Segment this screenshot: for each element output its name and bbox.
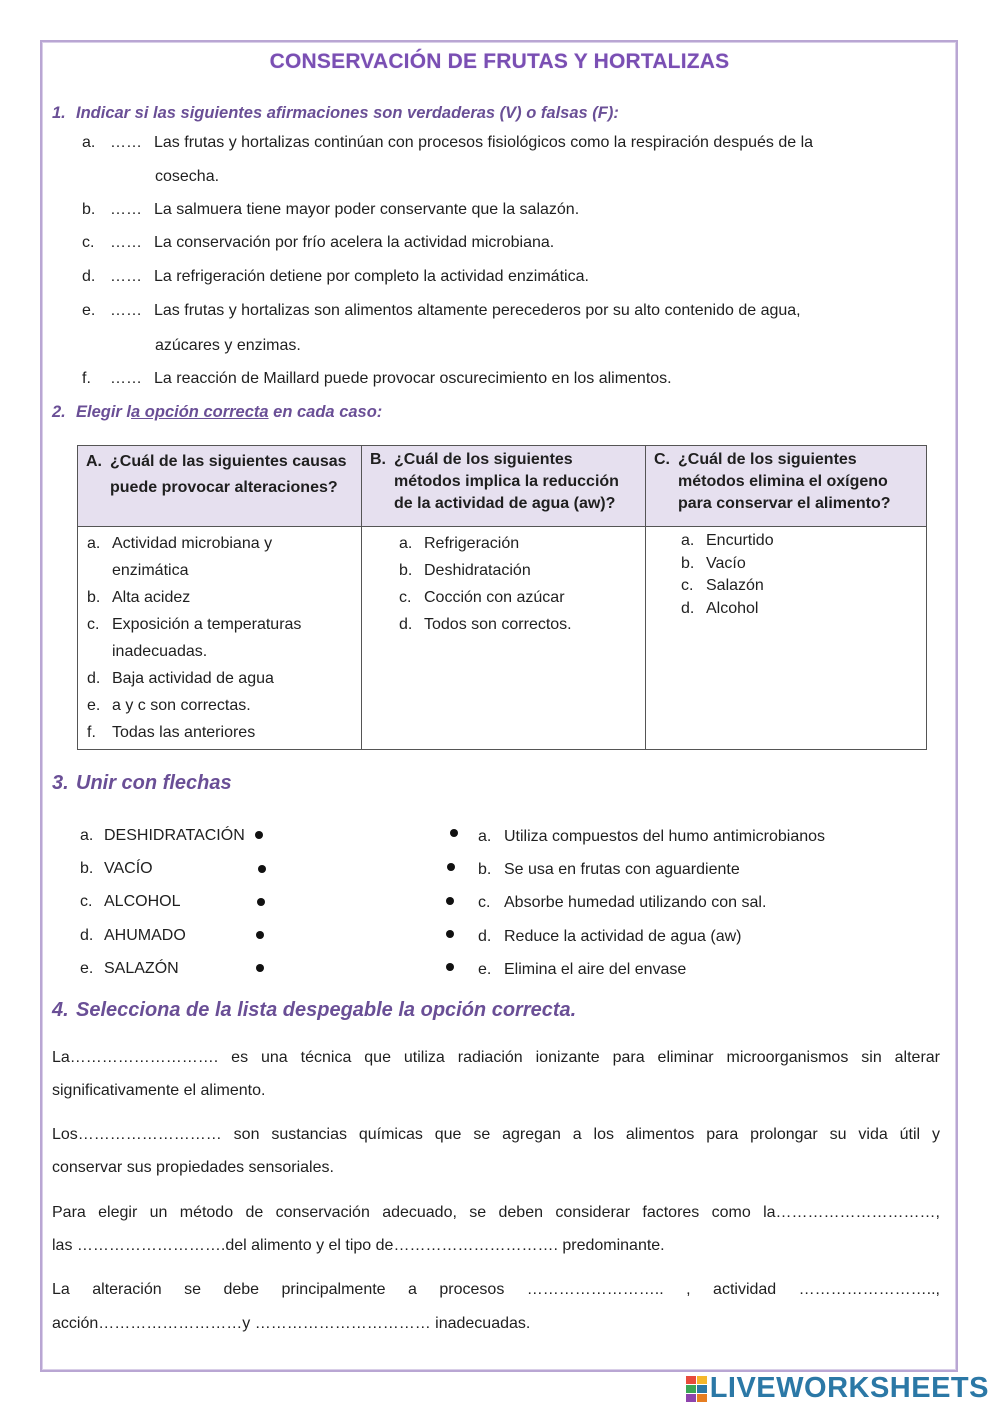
option-item[interactable]: c. Salazón bbox=[681, 577, 764, 594]
match-left-item: d. AHUMADO bbox=[80, 927, 186, 944]
match-left-item: b. VACÍO bbox=[80, 860, 153, 877]
column-a-options bbox=[78, 527, 362, 750]
answer-blank[interactable]: …… bbox=[110, 234, 142, 251]
statement-d: d. …… La refrigeración detiene por completo la actividad enzimática. bbox=[82, 260, 589, 294]
match-left-dot[interactable] bbox=[256, 931, 264, 939]
statement-e-cont: azúcares y enzimas. bbox=[155, 337, 301, 354]
logo-text: LIVEWORKSHEETS bbox=[709, 1372, 989, 1404]
option-item[interactable]: b. Alta acidez bbox=[87, 589, 191, 606]
match-left-dot[interactable] bbox=[257, 898, 265, 906]
question-1-heading bbox=[52, 104, 619, 123]
option-item[interactable]: f. Todas las anteriores bbox=[87, 724, 256, 741]
question-text: Indicar si las siguientes afirmaciones son verdaderas (V) o falsas (F): bbox=[76, 104, 619, 122]
column-b-header: B. ¿Cuál de los siguientes métodos implica la reducción de la actividad de agua (aw)? bbox=[362, 446, 646, 527]
match-left-dot[interactable] bbox=[255, 831, 263, 839]
fill-paragraph-line[interactable]: La………………………. es una técnica que utiliza radiación ionizante para eliminar microorganismos sin alterar bbox=[52, 1049, 940, 1066]
match-left-dot[interactable] bbox=[256, 964, 264, 972]
option-item[interactable]: d. Baja actividad de agua bbox=[87, 670, 274, 687]
fill-paragraph-line: conservar sus propiedades sensoriales. bbox=[52, 1159, 334, 1176]
match-left-dot[interactable] bbox=[258, 865, 266, 873]
option-item[interactable]: a. Refrigeración bbox=[399, 535, 520, 552]
match-right-dot[interactable] bbox=[446, 930, 454, 938]
fill-paragraph-line[interactable]: acción………………………y …………………………… inadecuadas. bbox=[52, 1315, 531, 1332]
options-table bbox=[77, 445, 927, 750]
answer-blank[interactable]: …… bbox=[110, 201, 142, 218]
option-item[interactable]: b. Deshidratación bbox=[399, 562, 531, 579]
match-right-dot[interactable] bbox=[450, 829, 458, 837]
option-item[interactable]: d. Alcohol bbox=[681, 599, 759, 617]
answer-blank[interactable]: …… bbox=[110, 268, 142, 285]
page-title: CONSERVACIÓN DE FRUTAS Y HORTALIZAS bbox=[269, 50, 730, 73]
match-right-dot[interactable] bbox=[447, 863, 455, 871]
statement-a-cont: cosecha. bbox=[155, 168, 220, 185]
option-item[interactable]: d. Todos son correctos. bbox=[399, 616, 572, 633]
option-item[interactable]: a. Encurtido bbox=[681, 532, 774, 549]
match-right-dot[interactable] bbox=[446, 897, 454, 905]
match-right-dot[interactable] bbox=[446, 963, 454, 971]
fill-paragraph-line: significativamente el alimento. bbox=[52, 1082, 266, 1099]
option-item[interactable]: c. Exposición a temperaturas inadecuadas. bbox=[87, 616, 302, 660]
fill-paragraph-line[interactable]: las ……………………….del alimento y el tipo de…………………………. predominante. bbox=[52, 1237, 665, 1254]
statement-a: a. …… Las frutas y hortalizas continúan con procesos fisiológicos como la respiración después de la bbox=[82, 126, 813, 160]
match-left-item: c. ALCOHOL bbox=[80, 893, 181, 910]
statement-b: b. …… La salmuera tiene mayor poder conservante que la salazón. bbox=[82, 193, 579, 227]
option-item[interactable]: a. Actividad microbiana y enzimática bbox=[87, 535, 273, 579]
column-c-options bbox=[646, 527, 927, 750]
match-right-item: b. Se usa en frutas con aguardiente bbox=[478, 861, 740, 878]
question-4-heading: 4. Selecciona de la lista despegable la opción correcta. bbox=[52, 999, 577, 1021]
fill-paragraph-line[interactable]: Los……………………… son sustancias químicas que se agregan a los alimentos para prolongar su vida útil y bbox=[52, 1126, 940, 1143]
option-item[interactable]: b. Vacío bbox=[681, 554, 746, 572]
match-left-item: a. DESHIDRATACIÓN bbox=[80, 827, 245, 844]
logo-blocks-icon bbox=[686, 1376, 708, 1402]
answer-blank[interactable]: …… bbox=[110, 370, 142, 387]
fill-paragraph-line[interactable]: Para elegir un método de conservación adecuado, se deben considerar factores como la…………………………, bbox=[52, 1204, 940, 1221]
match-left-item: e. SALAZÓN bbox=[80, 960, 179, 977]
fill-paragraph-line[interactable]: La alteración se debe principalmente a procesos …………………….. , actividad …………………….., bbox=[52, 1281, 940, 1298]
question-2-heading: 2. Elegir la opción correcta en cada caso: bbox=[52, 403, 383, 421]
column-c-header: C. ¿Cuál de los siguientes métodos elimina el oxígeno para conservar el alimento? bbox=[646, 446, 927, 527]
answer-blank[interactable]: …… bbox=[110, 134, 142, 151]
statement-c: c. …… La conservación por frío acelera la actividad microbiana. bbox=[82, 226, 554, 260]
statement-e: e. …… Las frutas y hortalizas son alimentos altamente perecederos por su alto contenido de agua, bbox=[82, 294, 801, 328]
option-item[interactable]: c. Cocción con azúcar bbox=[399, 589, 565, 606]
answer-blank[interactable]: …… bbox=[110, 302, 142, 319]
liveworksheets-logo bbox=[686, 1372, 989, 1405]
match-right-item: c. Absorbe humedad utilizando con sal. bbox=[478, 894, 767, 911]
match-right-item: e. Elimina el aire del envase bbox=[478, 961, 687, 978]
question-number: 1. bbox=[52, 104, 66, 122]
column-b-options bbox=[362, 527, 646, 750]
match-right-item: a. Utiliza compuestos del humo antimicrobianos bbox=[478, 828, 826, 845]
match-right-item: d. Reduce la actividad de agua (aw) bbox=[478, 928, 742, 945]
question-3-heading: 3. Unir con flechas bbox=[52, 772, 232, 794]
option-item[interactable]: e. a y c son correctas. bbox=[87, 697, 251, 714]
statement-f: f. …… La reacción de Maillard puede provocar oscurecimiento en los alimentos. bbox=[82, 362, 672, 396]
column-a-header: A. ¿Cuál de las siguientes causas puede provocar alteraciones? bbox=[78, 446, 362, 527]
